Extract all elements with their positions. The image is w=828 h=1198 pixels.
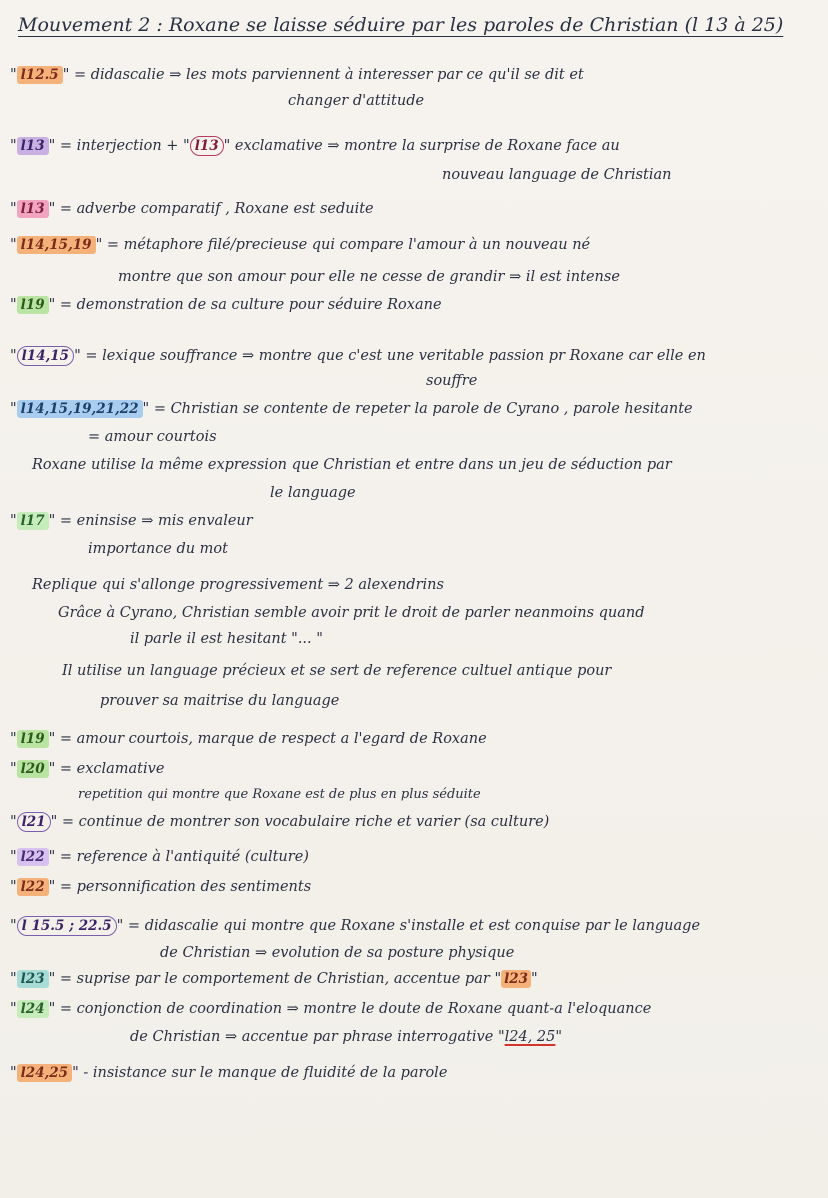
note-line <box>58 604 645 622</box>
line-tag: l13 <box>17 137 49 155</box>
line-text: nouveau language de Christian <box>442 167 672 183</box>
note-line: " l24 " = conjonction de coordination ⇒ montre le doute de Roxane quant-a l'eloquance <box>10 1001 652 1017</box>
note-line <box>442 166 672 184</box>
note-line: " l24,25 " - insistance sur le manque de fluidité de la parole <box>10 1065 448 1081</box>
note-line <box>270 484 356 502</box>
note-line: " l19 " = amour courtois, marque de respect a l'egard de Roxane <box>10 731 487 747</box>
line-text: " = eninsise ⇒ mis envaleur <box>48 513 253 529</box>
line-text: = amour courtois <box>88 429 217 445</box>
line-text: il parle il est hesitant "... " <box>130 631 323 647</box>
note-line <box>100 692 339 710</box>
line-text: " = personnification des sentiments <box>48 879 312 895</box>
note-line <box>288 92 424 110</box>
note-line <box>160 944 514 962</box>
note-line: " l17 " = eninsise ⇒ mis envaleur <box>10 513 253 529</box>
line-text: Replique qui s'allonge progressivement ⇒ 2 alexendrins <box>32 577 444 593</box>
line-tag: l23 <box>17 970 49 988</box>
note-line <box>130 1028 562 1046</box>
line-tag: l14,15,19 <box>17 236 96 254</box>
line-text: " = interjection + " <box>48 138 190 154</box>
line-tag: l17 <box>17 512 49 530</box>
line-text: Il utilise un language précieux et se sert de reference cultuel antique pour <box>62 663 612 679</box>
line-text: " = adverbe comparatif , Roxane est seduite <box>48 201 374 217</box>
line-tag: l21 <box>17 812 51 832</box>
line-text: " = conjonction de coordination ⇒ montre le doute de Roxane quant-a l'eloquance <box>48 1001 652 1017</box>
line-text: " = suprise par le comportement de Christian, accentue par " <box>48 971 502 987</box>
line-text: " = demonstration de sa culture pour séduire Roxane <box>48 297 442 313</box>
line-text: " = lexique souffrance ⇒ montre que c'est une veritable passion pr Roxane car elle en <box>74 348 706 364</box>
line-tag: l24 <box>17 1000 49 1018</box>
line-tag: l13 <box>190 136 224 156</box>
note-line <box>32 576 444 594</box>
note-line: " l14,15,19,21,22 " = Christian se contente de repeter la parole de Cyrano , parole hesitante <box>10 401 693 417</box>
note-line: " l14,15,19 " = métaphore filé/precieuse qui compare l'amour à un nouveau né <box>10 237 591 253</box>
note-line: " l13 " = adverbe comparatif , Roxane est seduite <box>10 201 374 217</box>
note-line <box>426 372 477 390</box>
note-line: " l22 " = personnification des sentiments <box>10 879 312 895</box>
line-text: le language <box>270 485 356 501</box>
line-tag: l12.5 <box>17 66 63 84</box>
note-line <box>88 428 217 446</box>
line-text: Roxane utilise la même expression que Christian et entre dans un jeu de séduction par <box>32 457 672 473</box>
line-text: " = Christian se contente de repeter la parole de Cyrano , parole hesitante <box>142 401 693 417</box>
line-tag: l22 <box>17 878 49 896</box>
line-text: " = didascalie qui montre que Roxane s'installe et est conquise par le language <box>116 918 701 934</box>
line-tag: l14,15,19,21,22 <box>17 400 143 418</box>
line-tag: l22 <box>17 848 49 866</box>
note-line: " l22 " = reference à l'antiquité (culture) <box>10 849 309 865</box>
note-line: " l12.5 " = didascalie ⇒ les mots parviennent à interesser par ce qu'il se dit et <box>10 67 584 83</box>
note-line: " l13 " = interjection + " l13 " exclamative ⇒ montre la surprise de Roxane face au <box>10 138 620 154</box>
line-text: " <box>531 971 538 987</box>
note-line: " l20 " = exclamative <box>10 761 165 777</box>
line-text: de Christian ⇒ accentue par phrase interrogative " <box>130 1029 505 1045</box>
note-line: " l23 " = suprise par le comportement de Christian, accentue par " l23 " <box>10 971 538 987</box>
line-tag: l 15.5 ; 22.5 <box>17 916 117 936</box>
line-text: repetition qui montre que Roxane est de plus en plus séduite <box>78 787 481 802</box>
line-text: souffre <box>426 373 478 389</box>
line-tag: l24, 25 <box>504 1029 556 1045</box>
note-line <box>130 630 323 648</box>
line-text: importance du mot <box>88 541 228 557</box>
line-text: montre que son amour pour elle ne cesse de grandir ⇒ il est intense <box>118 269 620 285</box>
line-text: " = reference à l'antiquité (culture) <box>48 849 309 865</box>
line-text: " = amour courtois, marque de respect a l'egard de Roxane <box>48 731 487 747</box>
note-line: " l14,15 " = lexique souffrance ⇒ montre que c'est une veritable passion pr Roxane car elle en <box>10 348 706 364</box>
line-tag: l19 <box>17 296 49 314</box>
line-tag: l19 <box>17 730 49 748</box>
line-text: prouver sa maitrise du language <box>100 693 340 709</box>
note-line <box>118 268 620 286</box>
line-text: " exclamative ⇒ montre la surprise de Roxane face au <box>223 138 620 154</box>
note-line <box>32 456 672 474</box>
line-text: " = didascalie ⇒ les mots parviennent à interesser par ce qu'il se dit et <box>62 67 584 83</box>
line-text: changer d'attitude <box>288 93 425 109</box>
line-tag: l14,15 <box>17 346 74 366</box>
line-text: Grâce à Cyrano, Christian semble avoir prit le droit de parler neanmoins quand <box>58 605 645 621</box>
note-line: " l21 " = continue de montrer son vocabulaire riche et varier (sa culture) <box>10 814 550 830</box>
line-tag: l20 <box>17 760 49 778</box>
page-title: Mouvement 2 : Roxane se laisse séduire par les paroles de Christian (l 13 à 25) <box>18 14 784 36</box>
note-line: " l 15.5 ; 22.5 " = didascalie qui montre que Roxane s'installe et est conquise par le language <box>10 918 701 934</box>
line-tag: l24,25 <box>17 1064 72 1082</box>
line-text: " - insistance sur le manque de fluidité de la parole <box>72 1065 448 1081</box>
line-text: " = exclamative <box>48 761 165 777</box>
note-line <box>62 662 611 680</box>
line-text: de Christian ⇒ evolution de sa posture physique <box>160 945 515 961</box>
line-tag: l13 <box>17 200 49 218</box>
line-text: " = continue de montrer son vocabulaire riche et varier (sa culture) <box>50 814 550 830</box>
line-text: " = métaphore filé/precieuse qui compare l'amour à un nouveau né <box>95 237 591 253</box>
line-tag: l23 <box>501 970 531 988</box>
note-line <box>88 540 228 558</box>
note-line: " l19 " = demonstration de sa culture pour séduire Roxane <box>10 297 442 313</box>
line-text: " <box>555 1029 563 1045</box>
note-line <box>78 786 481 804</box>
